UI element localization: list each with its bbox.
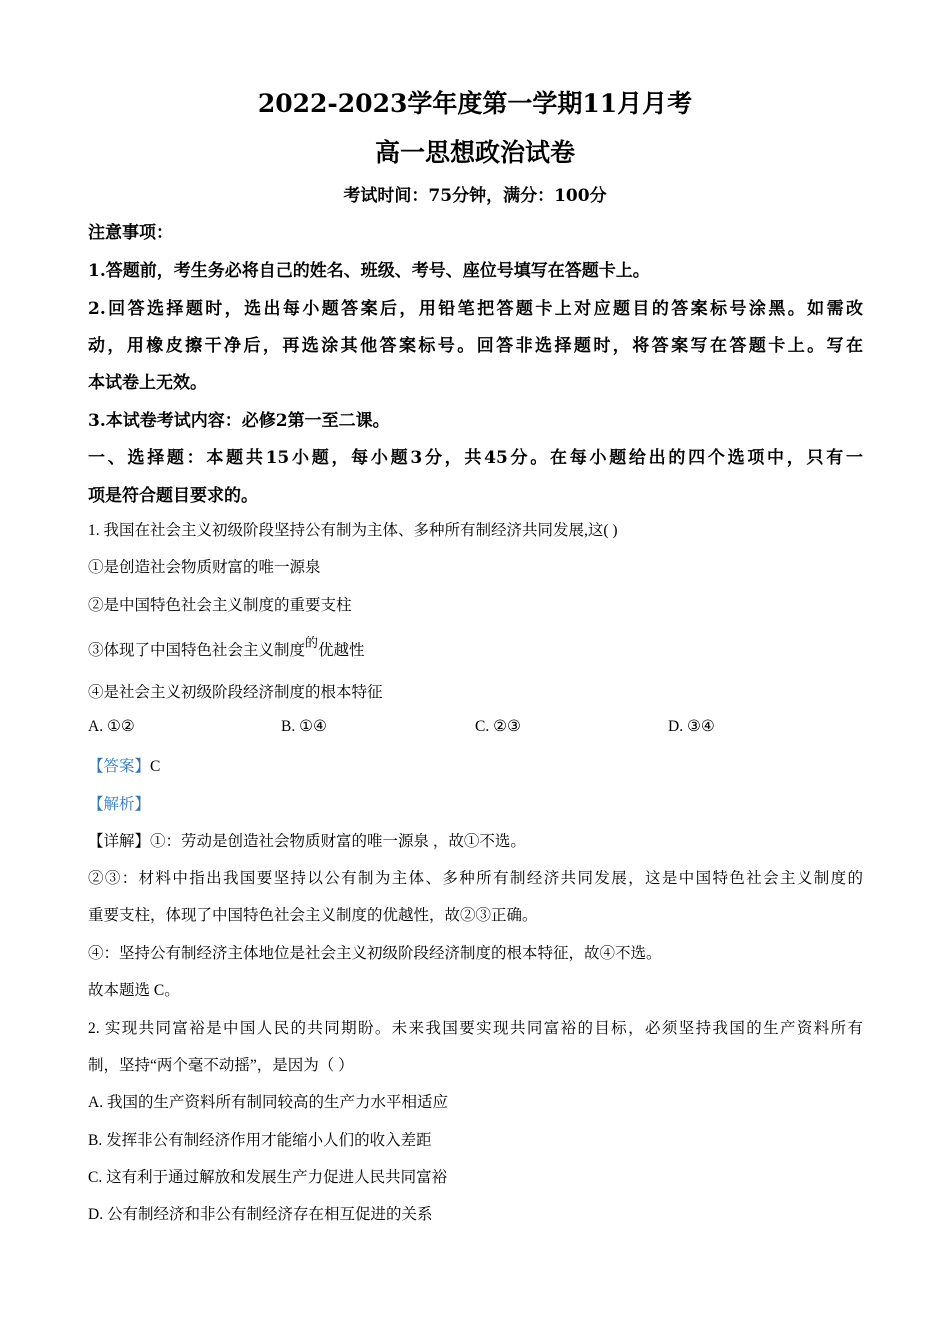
notice-heading: 注意事项：: [88, 223, 173, 243]
q1-analysis-label: 【解析】: [88, 796, 151, 813]
notice-item-3: 3.本试卷考试内容：必修2第一至二课。: [88, 411, 390, 431]
q1-statement-3: [88, 635, 365, 660]
q2-option-d: D. 公有制经济和非公有制经济存在相互促进的关系: [88, 1206, 433, 1223]
q2-option-c: C. 这有利于通过解放和发展生产力促进人民共同富裕: [88, 1169, 448, 1186]
q1-answer: [88, 754, 160, 776]
notice-item-2-line-2: 动，用橡皮擦干净后，再选涂其他答案标号。回答非选择题时，将答案写在答题卡上。写在: [88, 336, 863, 356]
exam-subject-title: 高一思想政治试卷: [374, 138, 575, 167]
notice-item-2-line-1: 2.回答选择题时，选出每小题答案后，用铅笔把答题卡上对应题目的答案标号涂黑。如需改: [88, 299, 863, 319]
q1-detail-line-1: 【详解】①：劳动是创造社会物质财富的唯一源泉 ，故①不选。: [88, 833, 526, 850]
q1-conclusion: 故本题选 C。: [88, 982, 180, 999]
q2-option-b: B. 发挥非公有制经济作用才能缩小人们的收入差距: [88, 1132, 432, 1149]
answer-value: C: [150, 758, 161, 775]
q1-statement-2: ②是中国特色社会主义制度的重要支柱: [88, 597, 352, 614]
q2-option-a: A. 我国的生产资料所有制同较高的生产力水平相适应: [88, 1094, 448, 1111]
exam-title: 2022-2023学年度第一学期11月月考: [257, 89, 693, 118]
q1-detail-line-2: ②③：材料中指出我国要坚持以公有制为主体、多种所有制经济共同发展，这是中国特色社会主义制度的: [88, 870, 863, 887]
exam-info: 考试时间：75分钟，满分：100分: [343, 186, 607, 206]
q1-option-d: D. ③④: [668, 718, 715, 735]
q1-statement-1: ①是创造社会物质财富的唯一源泉: [88, 559, 321, 576]
q1-option-a: A. ①②: [88, 718, 135, 735]
section-1-heading-line-1: 一、选择题：本题共15小题，每小题3分，共45分。在每小题给出的四个选项中，只有一: [88, 448, 863, 468]
q1-detail-line-4: ④：坚持公有制经济主体地位是社会主义初级阶段经济制度的根本特征，故④不选。: [88, 945, 662, 962]
section-1-heading-line-2: 项是符合题目要求的。: [88, 486, 258, 506]
q2-stem-line-1: 2. 实现共同富裕是中国人民的共同期盼。未来我国要实现共同富裕的目标，必须坚持我国的生产资料所有: [88, 1020, 863, 1037]
q1-statement-4: ④是社会主义初级阶段经济制度的根本特征: [88, 684, 383, 701]
q1-option-c: C. ②③: [475, 718, 521, 735]
q1-option-b: B. ①④: [281, 718, 327, 735]
answer-label: 【答案】: [88, 758, 151, 775]
q1-statement-3-superscript: 的: [305, 635, 319, 650]
q1-statement-3-part-a: ③体现了中国特色社会主义制度: [88, 642, 306, 659]
q1-detail-line-3: 重要支柱，体现了中国特色社会主义制度的优越性，故②③正确。: [88, 907, 538, 924]
notice-item-1: 1.答题前，考生务必将自己的姓名、班级、考号、座位号填写在答题卡上。: [88, 261, 650, 281]
q1-stem: 1. 我国在社会主义初级阶段坚持公有制为主体、多种所有制经济共同发展,这( ): [88, 522, 618, 539]
q2-stem-line-2: 制，坚持“两个毫不动摇”，是因为（ ）: [88, 1057, 354, 1074]
q1-statement-3-part-b: 优越性: [318, 642, 365, 659]
notice-item-2-line-3: 本试卷上无效。: [88, 373, 207, 393]
